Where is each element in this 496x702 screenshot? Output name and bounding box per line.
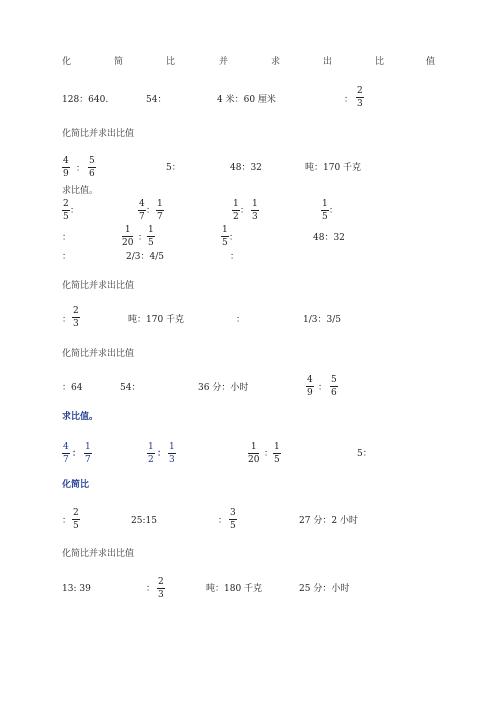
title-char: 并 bbox=[219, 57, 229, 67]
fraction: 4 9 bbox=[307, 375, 313, 398]
problem-text: 13: 39 bbox=[62, 584, 91, 594]
colon: ： bbox=[157, 449, 167, 459]
colon: ： bbox=[70, 206, 80, 216]
problem-text: 5： bbox=[166, 163, 181, 173]
fraction: 4 7 bbox=[139, 199, 145, 222]
colon: ： bbox=[76, 164, 86, 174]
colon: ： bbox=[318, 383, 328, 393]
colon: ： bbox=[146, 584, 156, 594]
fraction: 5 6 bbox=[331, 375, 337, 398]
problem-text: 48：32 bbox=[313, 233, 345, 243]
problem-text: 吨：170 千克 bbox=[128, 315, 185, 325]
colon: ： bbox=[218, 516, 228, 526]
colon: ： bbox=[240, 206, 250, 216]
fraction: 1 5 bbox=[222, 225, 228, 248]
fraction: 4 7 bbox=[63, 442, 69, 465]
section-heading: 求比值。 bbox=[62, 412, 99, 422]
colon: ： bbox=[230, 252, 240, 262]
fraction: 2 5 bbox=[63, 199, 69, 222]
fraction: 1 3 bbox=[252, 199, 258, 222]
fraction: 1 5 bbox=[322, 199, 328, 222]
section-heading: 化简比并求出比值 bbox=[62, 549, 135, 559]
colon: ： bbox=[236, 315, 246, 325]
fraction: 3 5 bbox=[230, 508, 236, 531]
fraction: 2 3 bbox=[158, 577, 164, 600]
problem-text: 128：640. bbox=[62, 95, 109, 105]
problem-text: 吨：180 千克 bbox=[206, 584, 263, 594]
problem-text: 2/3：4/5 bbox=[126, 252, 164, 262]
colon: ： bbox=[138, 233, 148, 243]
colon: ： bbox=[229, 233, 239, 243]
section-heading: 化简比并求出比值 bbox=[62, 281, 135, 291]
fraction: 2 3 bbox=[73, 306, 79, 329]
fraction: 1 3 bbox=[169, 442, 175, 465]
section-heading: 化简比 bbox=[62, 480, 90, 490]
title-char: 值 bbox=[426, 57, 436, 67]
title-char: 比 bbox=[375, 57, 385, 67]
title-char: 比 bbox=[166, 57, 176, 67]
colon: ： bbox=[344, 95, 354, 105]
colon: ： bbox=[62, 516, 72, 526]
section-heading: 化简比并求出比值 bbox=[62, 349, 135, 359]
problem-text: 5： bbox=[357, 449, 372, 459]
fraction: 1 5 bbox=[274, 442, 280, 465]
colon: ： bbox=[146, 206, 156, 216]
title-char: 简 bbox=[114, 57, 124, 67]
fraction: 1 2 bbox=[233, 199, 239, 222]
fraction: 2 5 bbox=[73, 508, 79, 531]
problem-text: 4 米：60 厘米 bbox=[217, 95, 276, 105]
problem-text: 吨：170 千克 bbox=[305, 163, 362, 173]
fraction: 1 5 bbox=[148, 225, 154, 248]
problem-text: 48：32 bbox=[230, 163, 262, 173]
fraction: 4 9 bbox=[63, 156, 69, 179]
fraction: 5 6 bbox=[89, 156, 95, 179]
colon: ： bbox=[62, 233, 72, 243]
title-char: 求 bbox=[271, 57, 281, 67]
section-heading: 求比值。 bbox=[62, 186, 99, 196]
fraction: 1 20 bbox=[248, 442, 260, 465]
problem-text: 54： bbox=[146, 95, 167, 105]
problem-text: 25 分：小时 bbox=[299, 584, 350, 594]
problem-text: 25:15 bbox=[131, 516, 157, 526]
fraction: 1 7 bbox=[85, 442, 91, 465]
problem-text: 54： bbox=[120, 383, 141, 393]
problem-text: 1/3：3/5 bbox=[303, 315, 341, 325]
fraction: 2 3 bbox=[357, 86, 363, 109]
colon: ： bbox=[72, 449, 82, 459]
title-char: 化 bbox=[62, 57, 72, 67]
colon: ： bbox=[62, 315, 72, 325]
problem-text: 36 分：小时 bbox=[198, 383, 249, 393]
problem-text: ：64 bbox=[62, 383, 83, 393]
title-char: 出 bbox=[323, 57, 333, 67]
colon: ： bbox=[62, 252, 72, 262]
fraction: 1 2 bbox=[148, 442, 154, 465]
fraction: 1 20 bbox=[122, 225, 134, 248]
fraction: 1 7 bbox=[157, 199, 163, 222]
problem-text: 27 分：2 小时 bbox=[299, 516, 358, 526]
colon: ： bbox=[264, 449, 274, 459]
colon: ： bbox=[329, 206, 339, 216]
section-heading: 化简比并求出比值 bbox=[62, 129, 135, 139]
